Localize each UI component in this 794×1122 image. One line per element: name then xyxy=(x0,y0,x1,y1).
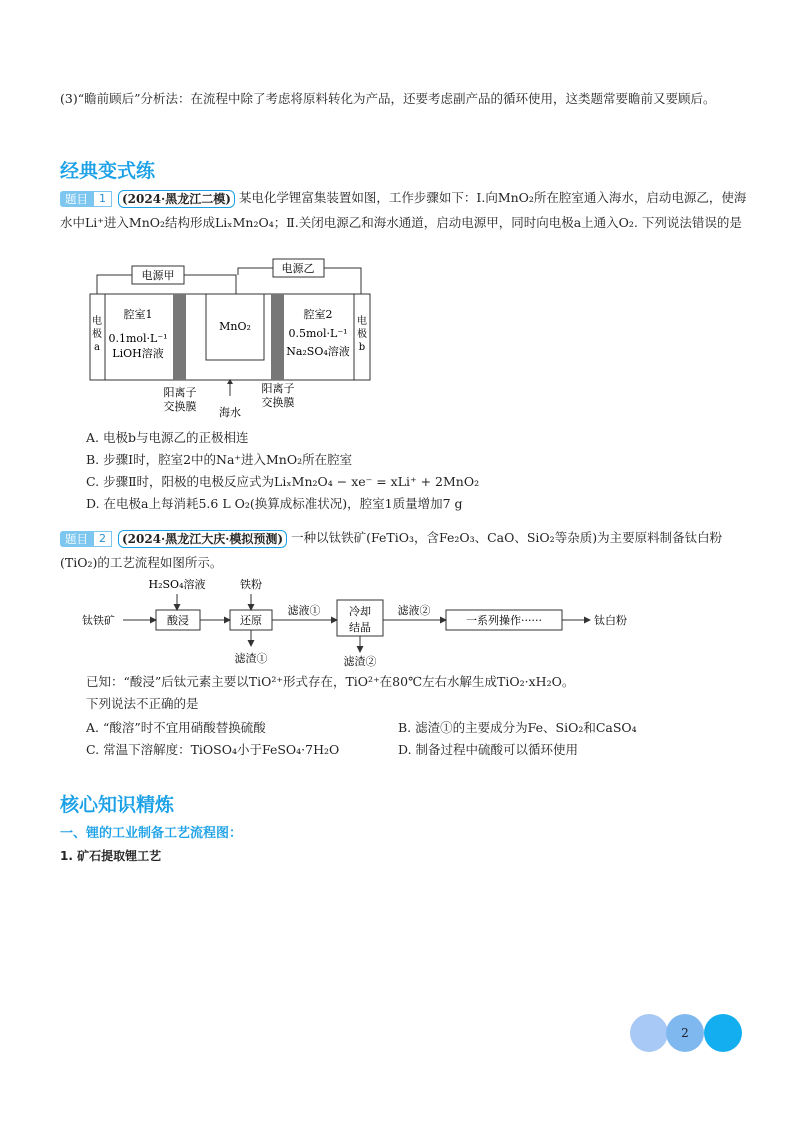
question-1 xyxy=(60,185,750,235)
question-2-tag xyxy=(60,525,114,550)
flow-step-cooling: 冷却 xyxy=(349,605,371,618)
seawater-label: 海水 xyxy=(219,406,241,419)
q1-option-c: C. 步骤Ⅱ时，阳极的电极反应式为LiₓMn₂O₄ − xe⁻ = xLi⁺ + 2MnO₂ xyxy=(86,474,480,489)
q2-question: 下列说法不正确的是 xyxy=(86,696,199,711)
electrode-a-label: 电极 a xyxy=(92,316,102,353)
question-source: (2024·黑龙江大庆·模拟预测) xyxy=(118,530,287,548)
membrane-2-label-line1: 阳离子 xyxy=(261,382,295,395)
membrane-1-label-line2: 交换膜 xyxy=(163,400,197,413)
power-source-a-label: 电源甲 xyxy=(141,269,175,282)
flow-raw-material: 钛铁矿 xyxy=(82,614,115,627)
question-number: 1 xyxy=(93,191,112,207)
membrane-2 xyxy=(271,294,284,380)
electrode-b-label: 电极 b xyxy=(357,316,367,353)
intro-paragraph: (3)“瞻前顾后”分析法：在流程中除了考虑将原料转化为产品，还要考虑副产品的循环使用，这类题常要瞻前又要顾后。 xyxy=(60,91,716,106)
q1-option-a: A. 电极b与电源乙的正极相连 xyxy=(86,430,249,445)
question-source: (2024·黑龙江二模) xyxy=(118,190,235,208)
mno2-label: MnO₂ xyxy=(219,320,251,333)
question-number: 2 xyxy=(93,531,112,547)
flow-reagent-iron-powder: 铁粉 xyxy=(240,578,262,591)
electrochemical-cell-diagram xyxy=(88,258,378,420)
flow-step-acid-leach: 酸浸 xyxy=(167,614,189,627)
subsection-title: 一、锂的工业制备工艺流程图： xyxy=(60,826,243,841)
flow-residue-1: 滤渣① xyxy=(234,652,268,665)
q1-option-d: D. 在电极a上每消耗5.6 L O₂(换算成标准状况)，腔室1质量增加7 g xyxy=(86,496,463,511)
question-tag-label: 题目 xyxy=(60,531,93,547)
question-stem: 一种以钛铁矿(FeTiO₃，含Fe₂O₃、CaO、SiO₂等杂质)为主要原料制备钛白粉(TiO₂)的工艺流程如图所示。 xyxy=(60,530,723,570)
q2-known-info: 已知：“酸浸”后钛元素主要以TiO²⁺形式存在，TiO²⁺在80℃左右水解生成TiO₂·xH₂O。 xyxy=(86,674,575,689)
question-2 xyxy=(60,525,750,575)
membrane-1-label-line1: 阳离子 xyxy=(163,386,197,399)
flow-step-reduction: 还原 xyxy=(240,614,262,627)
power-source-b-label: 电源乙 xyxy=(281,262,315,275)
question-stem: 某电化学锂富集装置如图，工作步骤如下：Ⅰ.向MnO₂所在腔室通入海水，启动电源乙，使海水中Li⁺进入MnO₂结构形成LiₓMn₂O₄；Ⅱ.关闭电源乙和海水通道，启动电源甲，同时向电极a上通入O₂. 下列说法错误的是 xyxy=(60,190,747,230)
section-title-variant-practice: 经典变式练 xyxy=(60,160,156,182)
page-decoration-circle-right xyxy=(704,1014,742,1052)
flow-filtrate-2: 滤液② xyxy=(397,604,431,617)
chamber-2-concentration: 0.5mol·L⁻¹ xyxy=(288,327,348,340)
flow-product: 钛白粉 xyxy=(594,614,627,627)
question-tag-label: 题目 xyxy=(60,191,93,207)
flow-step-series-operations: 一系列操作······ xyxy=(466,614,542,627)
membrane-1 xyxy=(173,294,186,380)
chamber-2-name: 腔室2 xyxy=(303,308,333,321)
page-number: 2 xyxy=(666,1014,704,1052)
flow-residue-2: 滤渣② xyxy=(343,655,377,668)
flow-filtrate-1: 滤液① xyxy=(287,604,321,617)
flow-step-crystallize: 结晶 xyxy=(349,621,371,634)
chamber-1-concentration: 0.1mol·L⁻¹ xyxy=(108,332,168,345)
section-title-core-knowledge: 核心知识精炼 xyxy=(60,794,175,816)
q2-option-b: B. 滤渣①的主要成分为Fe、SiO₂和CaSO₄ xyxy=(398,720,637,735)
q2-option-a: A. “酸溶”时不宜用硝酸替换硫酸 xyxy=(86,720,266,735)
question-1-tag xyxy=(60,185,114,210)
page-decoration-circle-left xyxy=(630,1014,668,1052)
flow-reagent-h2so4: H₂SO₄溶液 xyxy=(148,578,206,591)
q1-option-b: B. 步骤Ⅰ时，腔室2中的Na⁺进入MnO₂所在腔室 xyxy=(86,452,353,467)
chamber-1-solution: LiOH溶液 xyxy=(112,347,164,360)
process-flow-diagram xyxy=(80,570,680,670)
chamber-1-name: 腔室1 xyxy=(123,308,153,321)
membrane-2-label-line2: 交换膜 xyxy=(261,396,295,409)
item-title: 1. 矿石提取锂工艺 xyxy=(60,849,162,863)
q2-option-d: D. 制备过程中硫酸可以循环使用 xyxy=(398,742,579,757)
chamber-2-solution: Na₂SO₄溶液 xyxy=(286,345,350,358)
q2-option-c: C. 常温下溶解度：TiOSO₄小于FeSO₄·7H₂O xyxy=(86,742,340,757)
